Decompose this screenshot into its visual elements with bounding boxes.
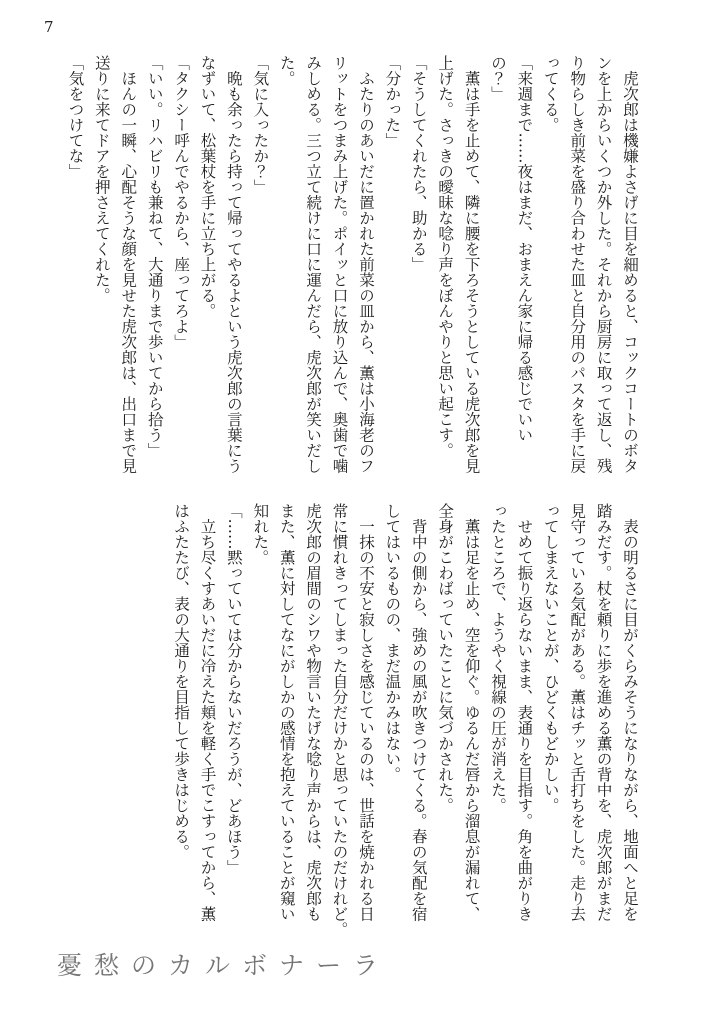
text-block-bottom (168, 503, 643, 937)
text-column: 一抹の不安と寂しさを感じているのは、世話を焼かれる日 (356, 503, 375, 922)
text-column: の？」 (488, 55, 507, 102)
text-column: ってくる。 (541, 55, 560, 133)
text-column: なずいて、松葉杖を手に立ち上がる。 (198, 55, 217, 319)
text-block-top (62, 55, 643, 476)
text-column: ってしまえないことが、ひどくもどかしい。 (541, 503, 560, 813)
text-column: た。 (277, 55, 296, 86)
text-column: り物らしき前菜を盛り合わせた皿と自分用のパスタを手に戻 (568, 55, 587, 474)
text-column: 表の明るさに目がくらみそうになりながら、地面へと足を (621, 503, 639, 922)
text-column: 「そうしてくれたら、助かる」 (409, 55, 428, 272)
text-column: 「分かった」 (383, 55, 402, 148)
text-column: 「来週まで……夜はまだ、おまえん家に帰る感じでいい (515, 55, 534, 443)
text-column: せめて振り返らないまま、表通りを目指す。角を曲がりき (515, 503, 534, 922)
text-column: また、薫に対してなにがしかの感情を抱えていることが窺い (277, 503, 296, 922)
text-column: 「……黙っていては分からないだろうが、どあほう」 (224, 503, 243, 875)
text-column: 「気をつけてな」 (66, 55, 85, 179)
text-column: はふたたび、表の大通りを目指して歩きはじめる。 (172, 503, 191, 860)
text-column: 踏みだす。杖を頼りに歩を進める薫の背中を、虎次郎がまだ (594, 503, 613, 922)
text-column: 知れた。 (251, 503, 270, 565)
footer-title: 憂愁のカルボナーラ (57, 951, 391, 980)
text-column: リットをつまみ上げた。ポイッと口に放り込んで、奥歯で噛 (330, 55, 349, 474)
text-column: 見守っている気配がある。薫はチッと舌打ちをした。走り去 (568, 503, 587, 922)
text-column: 「タクシー呼んでやるから、座ってろよ」 (172, 55, 191, 350)
text-column: ふたりのあいだに置かれた前菜の皿から、薫は小海老のフ (356, 55, 375, 474)
text-column: 立ち尽くすあいだに冷えた頬を軽く手でこすってから、薫 (198, 503, 217, 922)
text-column: 送りに来てドアを押さえてくれた。 (92, 55, 111, 303)
text-column: 虎次郎は機嫌よさげに目を細めると、コックコートのボタ (621, 55, 639, 474)
text-column: 「いい。リハビリも兼ねて、大通りまで歩いてから拾う」 (145, 55, 164, 458)
text-column: 薫は足を止め、空を仰ぐ。ゆるんだ唇から溜息が漏れて、 (462, 503, 481, 922)
text-column: 背中の側から、強めの風が吹きつけてくる。春の気配を宿 (409, 503, 428, 922)
text-column: 全身がこわばっていたことに気づかされた。 (436, 503, 455, 813)
text-column: 「気に入ったか？」 (251, 55, 270, 195)
text-column: 虎次郎の眉間のシワや物言いたげな唸り声からは、虎次郎も (304, 503, 323, 922)
text-column: 晩も余ったら持って帰ってやるよという虎次郎の言葉にう (224, 55, 243, 474)
text-column: ほんの一瞬、心配そうな顔を見せた虎次郎は、出口まで見 (119, 55, 138, 474)
text-column: 上げた。さっきの曖昧な唸り声をぼんやりと思い起こす。 (436, 55, 455, 458)
text-column: 常に慣れきってしまった自分だけかと思っていたのだけれど。 (330, 503, 349, 937)
text-column: 薫は手を止めて、隣に腰を下ろそうとしている虎次郎を見 (462, 55, 481, 474)
text-column: ンを上からいくつか外した。それから厨房に取って返し、残 (594, 55, 613, 474)
text-column: ったところで、ようやく視線の圧が消えた。 (488, 503, 507, 813)
page-number: 7 (44, 18, 54, 36)
text-column: してはいるものの、まだ温かみはない。 (383, 503, 402, 782)
text-column: みしめる。三つ立て続けに口に運んだら、虎次郎が笑いだし (304, 55, 323, 474)
